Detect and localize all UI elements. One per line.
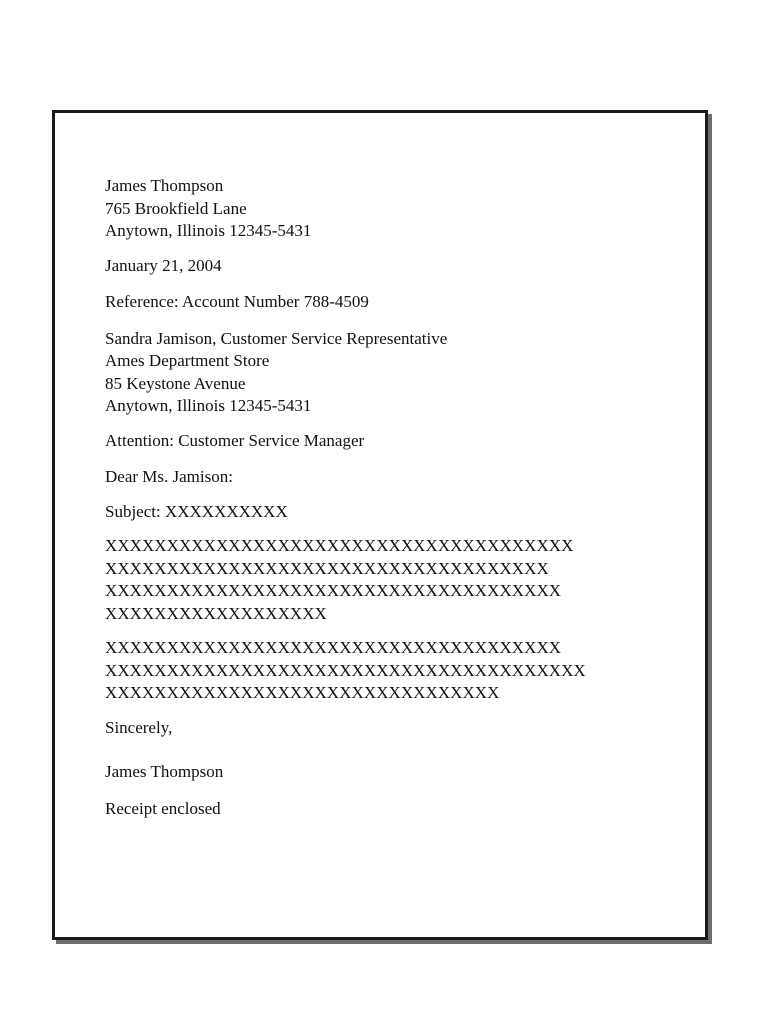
recipient-company: Ames Department Store (105, 351, 270, 370)
recipient-city: Anytown, Illinois 12345-5431 (105, 396, 312, 415)
sender-city: Anytown, Illinois 12345-5431 (105, 221, 312, 240)
enclosure-note (105, 798, 685, 821)
closing-text: Sincerely, (105, 717, 173, 737)
sender-street: 765 Brookfield Lane (105, 198, 247, 218)
sender-name: James Thompson (105, 176, 224, 195)
recipient-name-title: Sandra Jamison, Customer Service Representative (105, 328, 448, 348)
letter-page (52, 110, 708, 940)
body-line: XXXXXXXXXXXXXXXXXXXXXXXXXXXXXXXX (105, 683, 500, 702)
reference-text: Reference: Account Number 788-4509 (105, 292, 369, 311)
body-line: XXXXXXXXXXXXXXXXXXXXXXXXXXXXXXXXXXXXX (105, 638, 562, 657)
subject-line (105, 501, 685, 524)
date-text: January 21, 2004 (105, 255, 222, 275)
letter-date (105, 255, 685, 278)
body-line: XXXXXXXXXXXXXXXXXX (105, 603, 327, 623)
body-line: XXXXXXXXXXXXXXXXXXXXXXXXXXXXXXXXXXXX (105, 558, 549, 578)
body-line: XXXXXXXXXXXXXXXXXXXXXXXXXXXXXXXXXXXXX (105, 581, 562, 600)
attention-text: Attention: Customer Service Manager (105, 430, 365, 450)
attention-line (105, 430, 685, 453)
salutation (105, 466, 685, 489)
signature (105, 761, 685, 784)
subject-text: Subject: XXXXXXXXXX (105, 501, 288, 521)
salutation-text: Dear Ms. Jamison: (105, 467, 233, 486)
body-paragraph-2 (105, 637, 685, 705)
body-paragraph-1 (105, 535, 685, 625)
letter-body (105, 175, 685, 834)
body-line: XXXXXXXXXXXXXXXXXXXXXXXXXXXXXXXXXXXXXX (105, 536, 574, 555)
enclosure-text: Receipt enclosed (105, 798, 221, 818)
recipient-address (105, 328, 685, 418)
recipient-street: 85 Keystone Avenue (105, 373, 246, 393)
sender-address (105, 175, 685, 243)
body-line: XXXXXXXXXXXXXXXXXXXXXXXXXXXXXXXXXXXXXXX (105, 660, 586, 680)
signature-name: James Thompson (105, 762, 224, 781)
reference-line (105, 291, 685, 314)
closing (105, 717, 685, 740)
